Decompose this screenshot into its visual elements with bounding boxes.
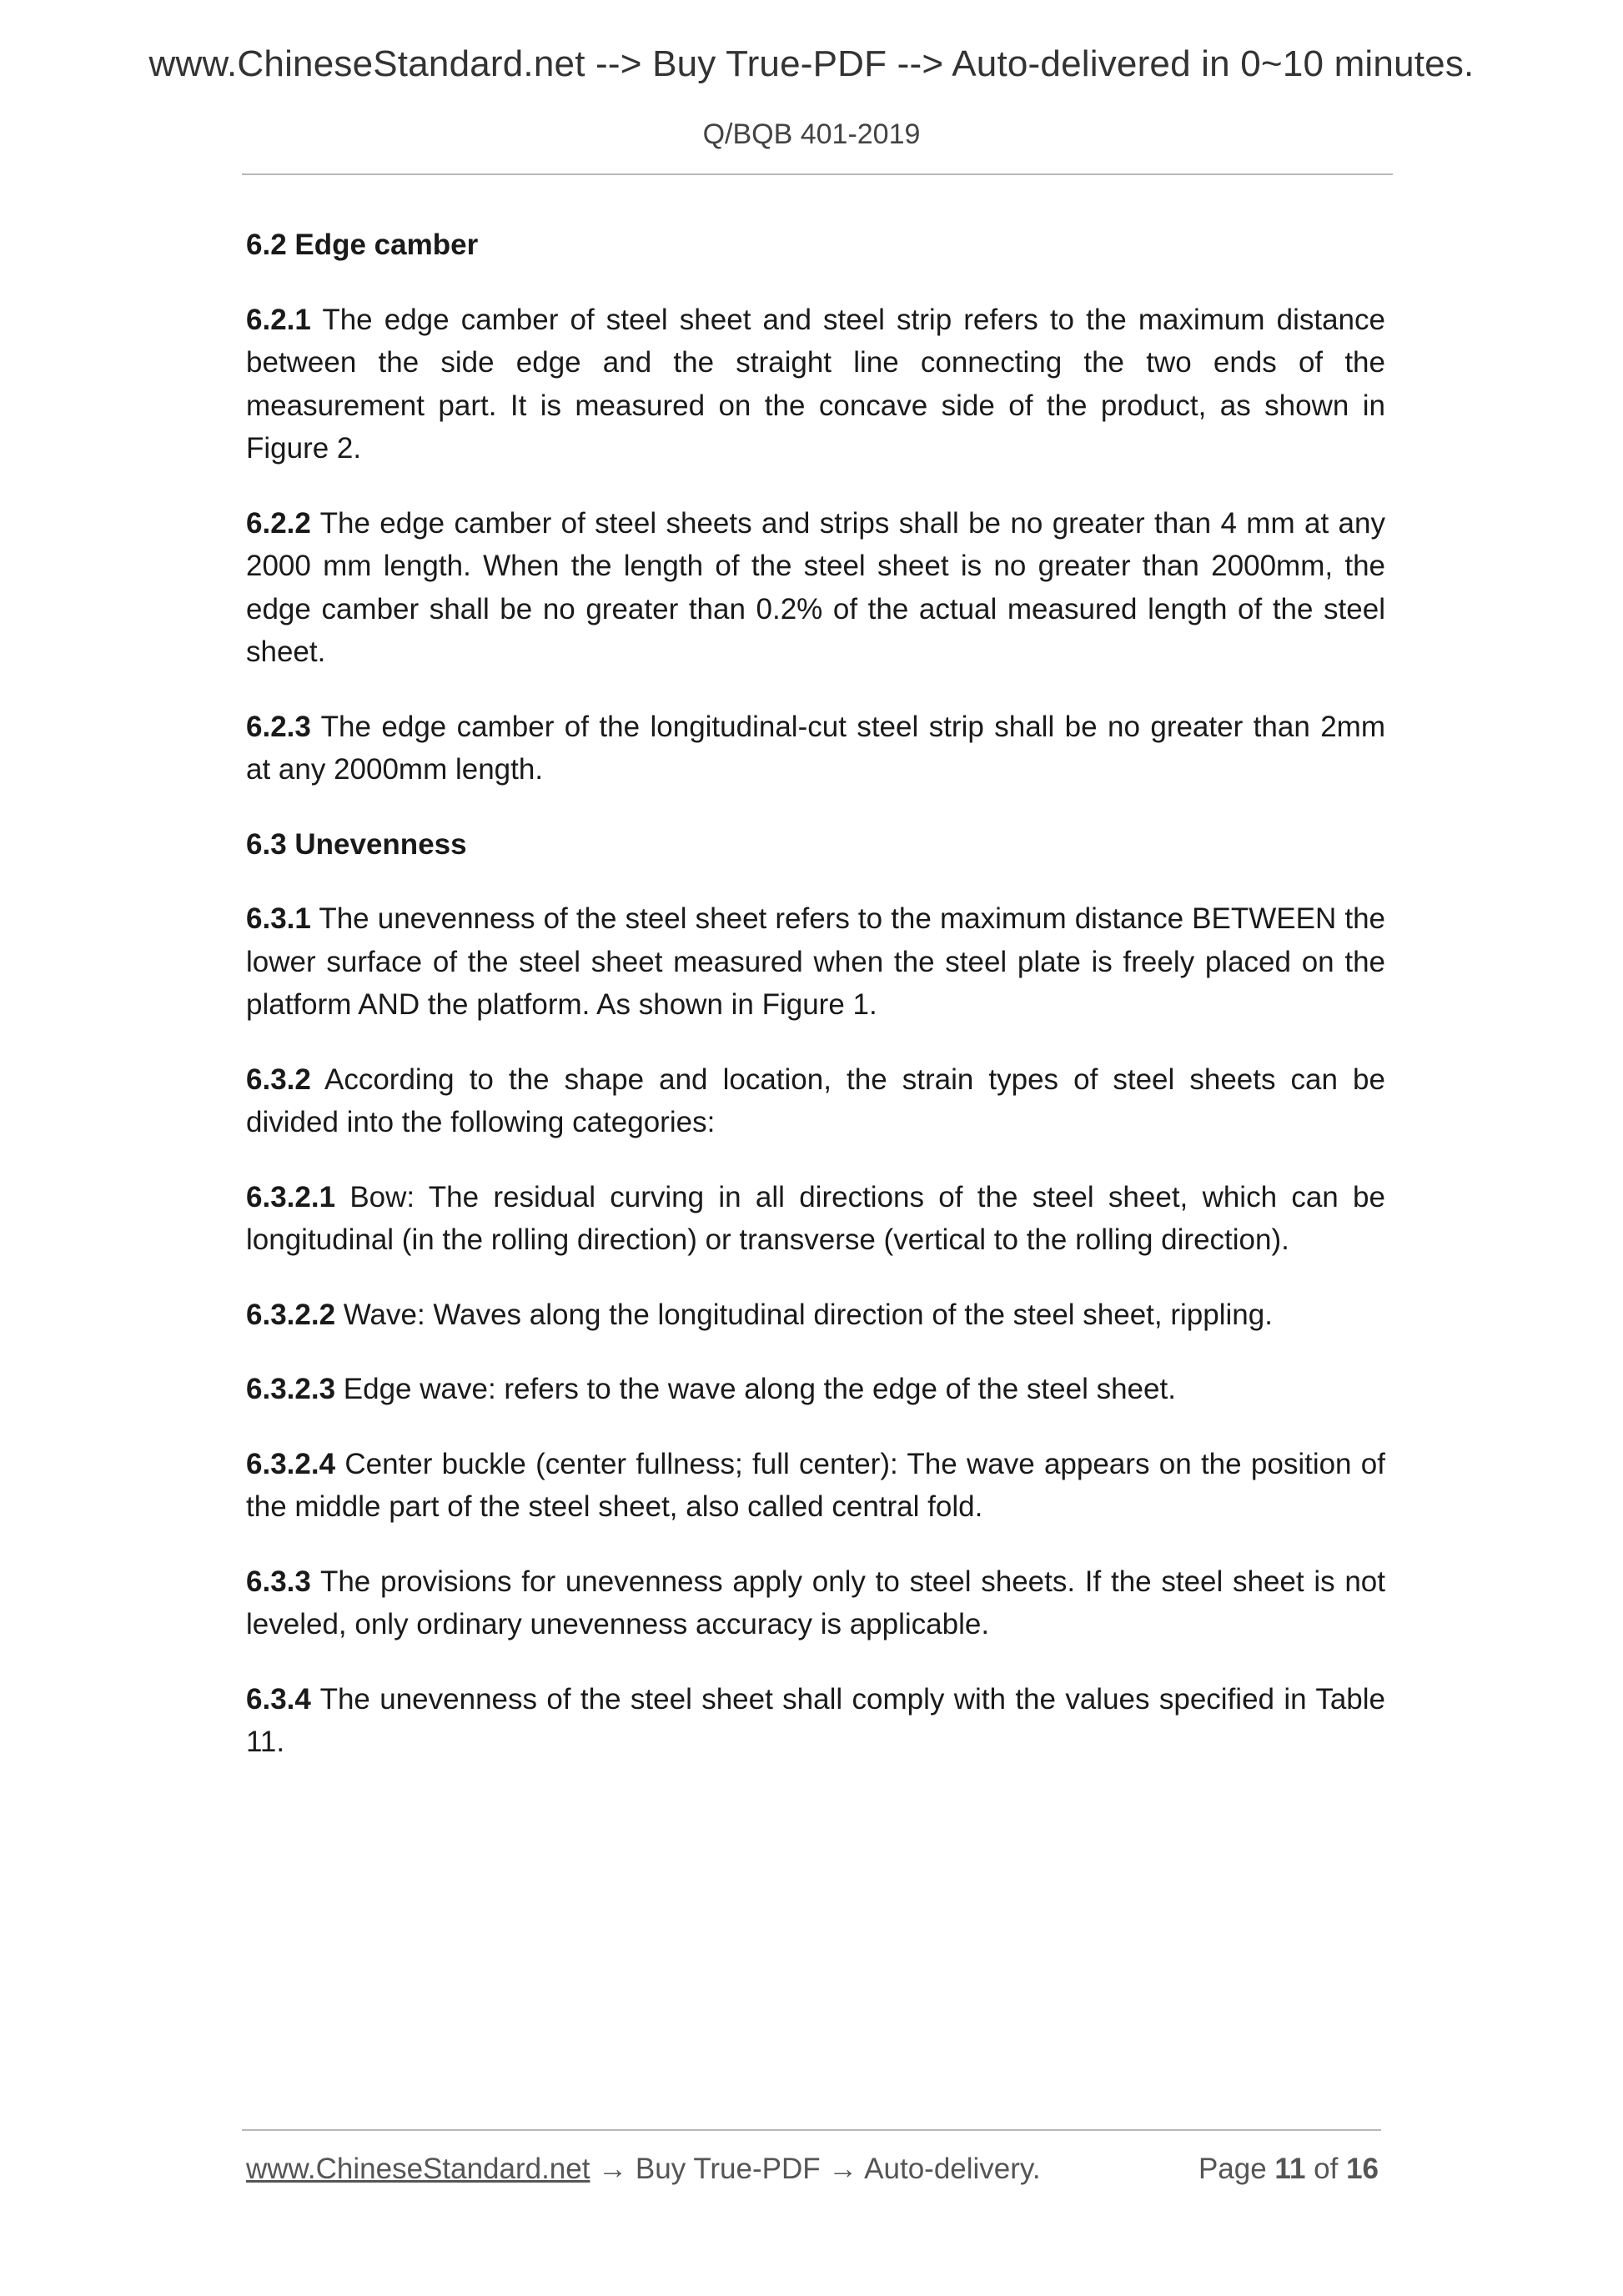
clause-text: Center buckle (center fullness; full center): The wave appears on the position of the middle part of the steel sheet, also called central fold. [246,1447,1385,1523]
clause-text: The unevenness of the steel sheet shall comply with the values specified in Table 11. [246,1682,1385,1758]
clause-text: The edge camber of steel sheet and steel strip refers to the maximum distance between the side edge and the straight line connecting the two ends of the measurement part. It is measured on the concave side of the product, as shown in Figure 2. [246,303,1385,465]
section-heading-6-2: 6.2 Edge camber [246,229,479,261]
document-number: Q/BQB 401-2019 [702,118,921,150]
clause-6-2-1 [246,299,1385,470]
clause-number: 6.3.1 [246,902,311,935]
clause-text: Edge wave: refers to the wave along the edge of the steel sheet. [335,1373,1176,1405]
clause-6-2-2 [246,502,1385,674]
clause-text: The edge camber of the longitudinal-cut steel strip shall be no greater than 2mm at any 2000mm length. [246,710,1385,786]
clause-number: 6.3.2.3 [246,1373,336,1405]
page-total: 16 [1346,2153,1379,2185]
page-counter [1198,2153,1379,2186]
clause-text: The provisions for unevenness apply only to steel sheets. If the steel sheet is not leveled, only ordinary unevenness accuracy is applicable. [246,1565,1385,1640]
footer-site-link[interactable]: www.ChineseStandard.net [246,2153,590,2185]
clause-6-3-3 [246,1560,1385,1646]
footer-delivery-text: → Buy True-PDF → Auto-delivery. [590,2153,1041,2185]
header-divider [242,173,1393,175]
clause-number: 6.3.2 [246,1063,311,1096]
clause-text: Wave: Waves along the longitudinal direction of the steel sheet, rippling. [335,1298,1273,1331]
clause-text: The unevenness of the steel sheet refers to the maximum distance BETWEEN the lower surface of the steel sheet measured when the steel plate is freely placed on the platform AND the platform. As shown in Figure 1. [246,902,1385,1021]
clause-6-3-2-2 [246,1294,1385,1337]
footer-divider [242,2129,1381,2131]
clause-6-3-2-1 [246,1176,1385,1262]
header-banner: www.ChineseStandard.net --> Buy True-PDF --> Auto-delivered in 0~10 minutes. [148,43,1475,84]
clause-6-3-4 [246,1678,1385,1764]
page-of: of [1305,2153,1347,2185]
clause-text: The edge camber of steel sheets and strips shall be no greater than 4 mm at any 2000 mm length. When the length of the steel sheet is no greater than 2000mm, the edge camber shall be no greater than 0.2% of the actual measured length of the steel sheet. [246,506,1385,668]
clause-number: 6.2.1 [246,303,311,336]
clause-number: 6.2.2 [246,506,311,540]
clause-number: 6.3.2.2 [246,1298,336,1331]
clause-text: Bow: The residual curving in all directions of the steel sheet, which can be longitudinal (in the rolling direction) or transverse (vertical to the rolling direction). [246,1180,1385,1256]
clause-number: 6.3.3 [246,1565,311,1598]
clause-6-3-1 [246,897,1385,1027]
clause-number: 6.3.4 [246,1682,311,1716]
clause-6-3-2-4 [246,1443,1385,1529]
clause-6-2-3 [246,706,1385,791]
clause-number: 6.3.2.1 [246,1180,336,1213]
clause-number: 6.2.3 [246,710,311,743]
clause-number: 6.3.2.4 [246,1447,336,1480]
clause-6-3-2 [246,1058,1385,1144]
page-label: Page [1198,2153,1275,2185]
page-current: 11 [1274,2153,1306,2185]
footer-left [246,2153,1041,2186]
section-heading-6-3: 6.3 Unevenness [246,827,467,861]
page-content [246,224,1385,1796]
clause-6-3-2-3 [246,1368,1385,1411]
clause-text: According to the shape and location, the strain types of steel sheets can be divided into the following categories: [246,1063,1385,1138]
